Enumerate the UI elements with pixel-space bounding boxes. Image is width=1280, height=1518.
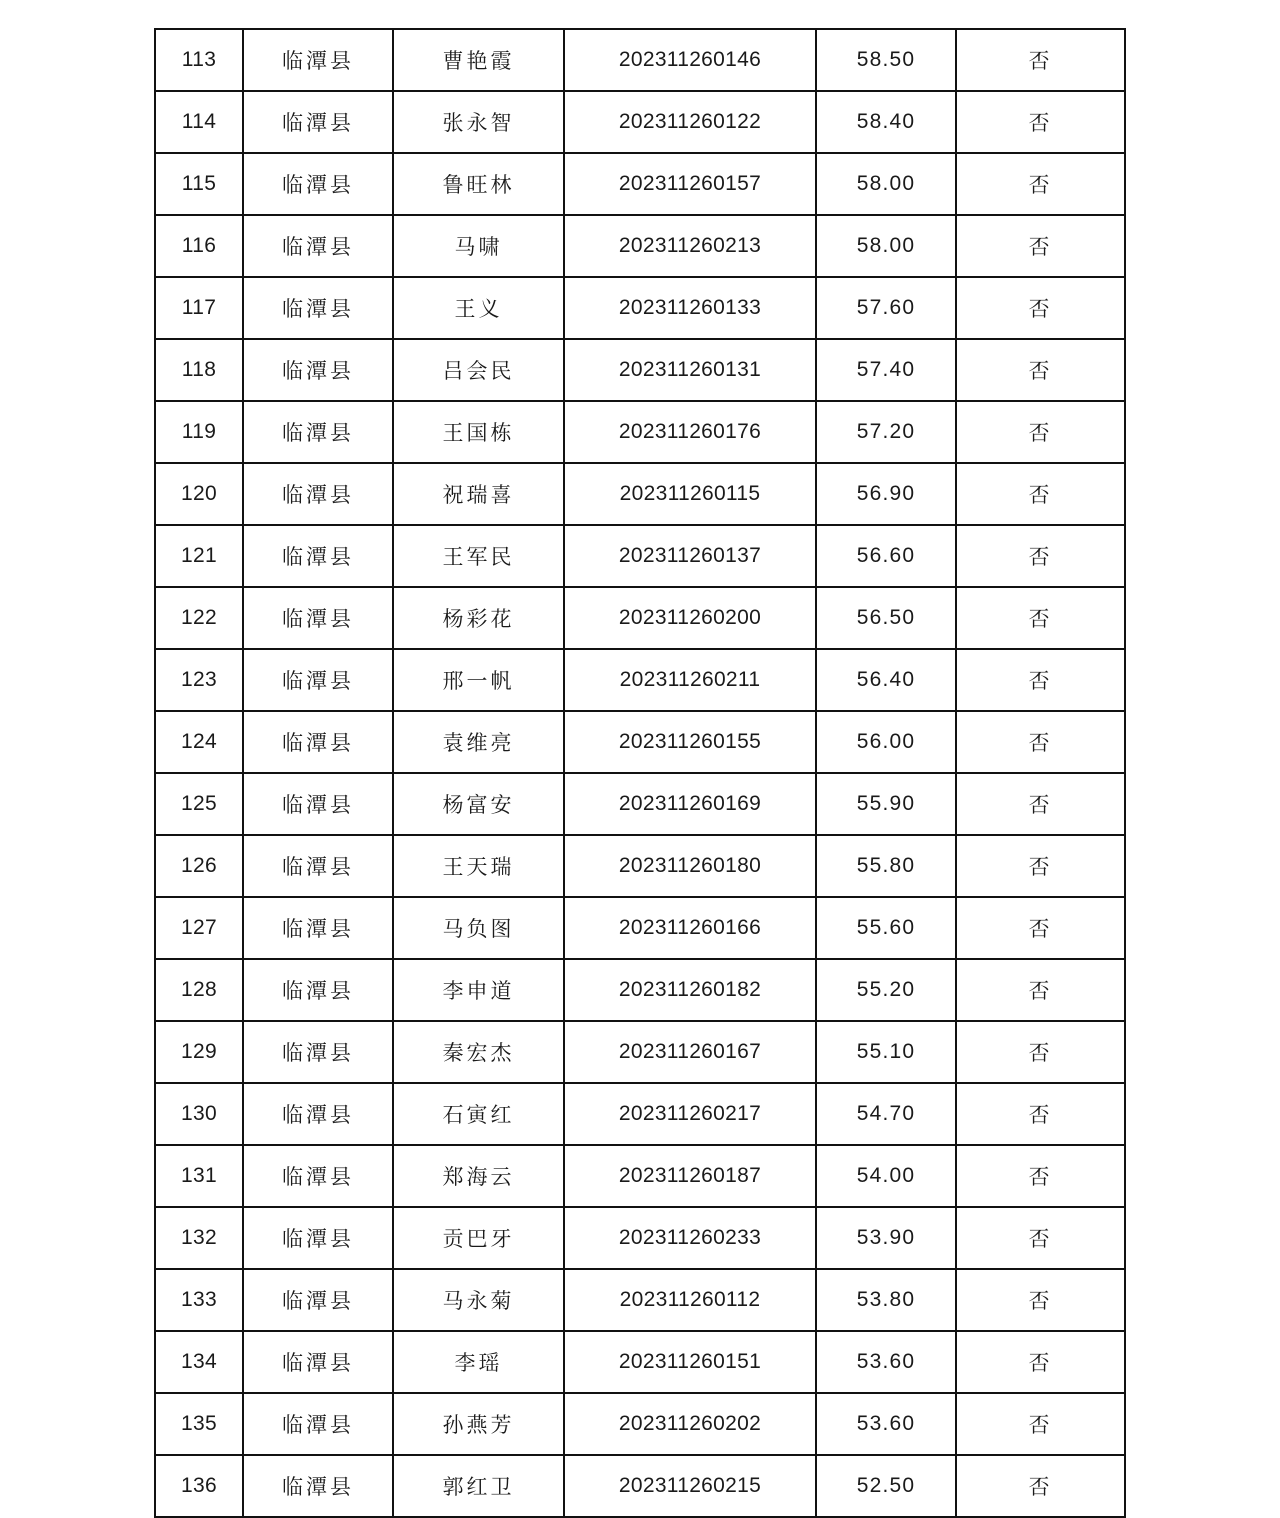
status-cell: 否 (956, 1083, 1125, 1145)
name-cell: 吕会民 (393, 339, 564, 401)
exam-id-cell: 202311260187 (564, 1145, 816, 1207)
exam-id-cell: 202311260137 (564, 525, 816, 587)
table-row (155, 1269, 1125, 1331)
exam-id-cell: 202311260180 (564, 835, 816, 897)
name-cell: 张永智 (393, 91, 564, 153)
score-cell: 55.10 (816, 1021, 956, 1083)
table-row (155, 91, 1125, 153)
table-row (155, 1393, 1125, 1455)
name-cell: 李瑶 (393, 1331, 564, 1393)
name-cell: 马永菊 (393, 1269, 564, 1331)
score-cell: 57.40 (816, 339, 956, 401)
status-cell: 否 (956, 1393, 1125, 1455)
county-cell: 临潭县 (243, 339, 393, 401)
county-cell: 临潭县 (243, 1393, 393, 1455)
status-cell: 否 (956, 587, 1125, 649)
status-cell: 否 (956, 1269, 1125, 1331)
table-row (155, 215, 1125, 277)
name-cell: 秦宏杰 (393, 1021, 564, 1083)
row-index-cell: 122 (155, 587, 243, 649)
row-index-cell: 119 (155, 401, 243, 463)
county-cell: 临潭县 (243, 1269, 393, 1331)
exam-id-cell: 202311260166 (564, 897, 816, 959)
status-cell: 否 (956, 401, 1125, 463)
exam-id-cell: 202311260215 (564, 1455, 816, 1517)
status-cell: 否 (956, 1021, 1125, 1083)
name-cell: 孙燕芳 (393, 1393, 564, 1455)
county-cell: 临潭县 (243, 463, 393, 525)
status-cell: 否 (956, 1331, 1125, 1393)
score-table (154, 28, 1126, 1518)
row-index-cell: 114 (155, 91, 243, 153)
table-row (155, 525, 1125, 587)
score-cell: 56.40 (816, 649, 956, 711)
exam-id-cell: 202311260115 (564, 463, 816, 525)
county-cell: 临潭县 (243, 1207, 393, 1269)
row-index-cell: 116 (155, 215, 243, 277)
row-index-cell: 129 (155, 1021, 243, 1083)
row-index-cell: 115 (155, 153, 243, 215)
score-cell: 53.80 (816, 1269, 956, 1331)
name-cell: 马负图 (393, 897, 564, 959)
exam-id-cell: 202311260233 (564, 1207, 816, 1269)
status-cell: 否 (956, 835, 1125, 897)
name-cell: 石寅红 (393, 1083, 564, 1145)
county-cell: 临潭县 (243, 1021, 393, 1083)
exam-id-cell: 202311260213 (564, 215, 816, 277)
county-cell: 临潭县 (243, 959, 393, 1021)
name-cell: 马啸 (393, 215, 564, 277)
row-index-cell: 118 (155, 339, 243, 401)
table-row (155, 463, 1125, 525)
table-row (155, 153, 1125, 215)
name-cell: 杨富安 (393, 773, 564, 835)
exam-id-cell: 202311260200 (564, 587, 816, 649)
score-cell: 53.60 (816, 1393, 956, 1455)
row-index-cell: 123 (155, 649, 243, 711)
row-index-cell: 133 (155, 1269, 243, 1331)
score-cell: 58.50 (816, 29, 956, 91)
exam-id-cell: 202311260176 (564, 401, 816, 463)
row-index-cell: 113 (155, 29, 243, 91)
county-cell: 临潭县 (243, 649, 393, 711)
table-row (155, 401, 1125, 463)
exam-id-cell: 202311260211 (564, 649, 816, 711)
county-cell: 临潭县 (243, 401, 393, 463)
table-row (155, 1455, 1125, 1517)
exam-id-cell: 202311260151 (564, 1331, 816, 1393)
table-row (155, 711, 1125, 773)
county-cell: 临潭县 (243, 1331, 393, 1393)
row-index-cell: 120 (155, 463, 243, 525)
row-index-cell: 127 (155, 897, 243, 959)
county-cell: 临潭县 (243, 277, 393, 339)
row-index-cell: 135 (155, 1393, 243, 1455)
score-cell: 58.00 (816, 153, 956, 215)
exam-id-cell: 202311260146 (564, 29, 816, 91)
score-cell: 57.60 (816, 277, 956, 339)
row-index-cell: 128 (155, 959, 243, 1021)
score-cell: 57.20 (816, 401, 956, 463)
score-cell: 58.00 (816, 215, 956, 277)
county-cell: 临潭县 (243, 153, 393, 215)
score-cell: 54.00 (816, 1145, 956, 1207)
row-index-cell: 125 (155, 773, 243, 835)
row-index-cell: 117 (155, 277, 243, 339)
score-cell: 54.70 (816, 1083, 956, 1145)
table-row (155, 1021, 1125, 1083)
county-cell: 临潭县 (243, 1455, 393, 1517)
table-row (155, 587, 1125, 649)
status-cell: 否 (956, 91, 1125, 153)
status-cell: 否 (956, 1455, 1125, 1517)
table-row (155, 339, 1125, 401)
exam-id-cell: 202311260122 (564, 91, 816, 153)
status-cell: 否 (956, 649, 1125, 711)
score-cell: 52.50 (816, 1455, 956, 1517)
table-body (155, 29, 1125, 1517)
status-cell: 否 (956, 277, 1125, 339)
county-cell: 临潭县 (243, 1083, 393, 1145)
score-cell: 55.60 (816, 897, 956, 959)
status-cell: 否 (956, 773, 1125, 835)
name-cell: 王国栋 (393, 401, 564, 463)
table-row (155, 1207, 1125, 1269)
name-cell: 祝瑞喜 (393, 463, 564, 525)
name-cell: 杨彩花 (393, 587, 564, 649)
status-cell: 否 (956, 463, 1125, 525)
row-index-cell: 130 (155, 1083, 243, 1145)
score-cell: 55.80 (816, 835, 956, 897)
score-cell: 58.40 (816, 91, 956, 153)
row-index-cell: 124 (155, 711, 243, 773)
county-cell: 临潭县 (243, 835, 393, 897)
score-cell: 56.60 (816, 525, 956, 587)
county-cell: 临潭县 (243, 711, 393, 773)
status-cell: 否 (956, 339, 1125, 401)
status-cell: 否 (956, 711, 1125, 773)
county-cell: 临潭县 (243, 29, 393, 91)
name-cell: 郭红卫 (393, 1455, 564, 1517)
name-cell: 邢一帆 (393, 649, 564, 711)
score-cell: 53.90 (816, 1207, 956, 1269)
table-row (155, 835, 1125, 897)
table-row (155, 649, 1125, 711)
status-cell: 否 (956, 525, 1125, 587)
exam-id-cell: 202311260155 (564, 711, 816, 773)
exam-id-cell: 202311260131 (564, 339, 816, 401)
table-row (155, 277, 1125, 339)
score-cell: 56.00 (816, 711, 956, 773)
name-cell: 贡巴牙 (393, 1207, 564, 1269)
table-row (155, 773, 1125, 835)
score-cell: 55.20 (816, 959, 956, 1021)
county-cell: 临潭县 (243, 215, 393, 277)
table-row (155, 959, 1125, 1021)
name-cell: 李申道 (393, 959, 564, 1021)
status-cell: 否 (956, 1207, 1125, 1269)
score-cell: 53.60 (816, 1331, 956, 1393)
status-cell: 否 (956, 29, 1125, 91)
status-cell: 否 (956, 959, 1125, 1021)
row-index-cell: 134 (155, 1331, 243, 1393)
name-cell: 袁维亮 (393, 711, 564, 773)
table-row (155, 1145, 1125, 1207)
exam-id-cell: 202311260202 (564, 1393, 816, 1455)
status-cell: 否 (956, 897, 1125, 959)
county-cell: 临潭县 (243, 773, 393, 835)
exam-id-cell: 202311260112 (564, 1269, 816, 1331)
row-index-cell: 126 (155, 835, 243, 897)
county-cell: 临潭县 (243, 91, 393, 153)
status-cell: 否 (956, 1145, 1125, 1207)
score-cell: 55.90 (816, 773, 956, 835)
table-row (155, 1331, 1125, 1393)
county-cell: 临潭县 (243, 897, 393, 959)
row-index-cell: 121 (155, 525, 243, 587)
table-row (155, 29, 1125, 91)
county-cell: 临潭县 (243, 1145, 393, 1207)
table-row (155, 1083, 1125, 1145)
score-cell: 56.90 (816, 463, 956, 525)
exam-id-cell: 202311260133 (564, 277, 816, 339)
county-cell: 临潭县 (243, 525, 393, 587)
exam-id-cell: 202311260157 (564, 153, 816, 215)
row-index-cell: 136 (155, 1455, 243, 1517)
name-cell: 曹艳霞 (393, 29, 564, 91)
status-cell: 否 (956, 153, 1125, 215)
name-cell: 郑海云 (393, 1145, 564, 1207)
exam-id-cell: 202311260217 (564, 1083, 816, 1145)
status-cell: 否 (956, 215, 1125, 277)
name-cell: 王义 (393, 277, 564, 339)
name-cell: 王军民 (393, 525, 564, 587)
exam-id-cell: 202311260169 (564, 773, 816, 835)
row-index-cell: 132 (155, 1207, 243, 1269)
exam-id-cell: 202311260182 (564, 959, 816, 1021)
name-cell: 鲁旺林 (393, 153, 564, 215)
row-index-cell: 131 (155, 1145, 243, 1207)
table-row (155, 897, 1125, 959)
exam-id-cell: 202311260167 (564, 1021, 816, 1083)
county-cell: 临潭县 (243, 587, 393, 649)
score-cell: 56.50 (816, 587, 956, 649)
name-cell: 王天瑞 (393, 835, 564, 897)
